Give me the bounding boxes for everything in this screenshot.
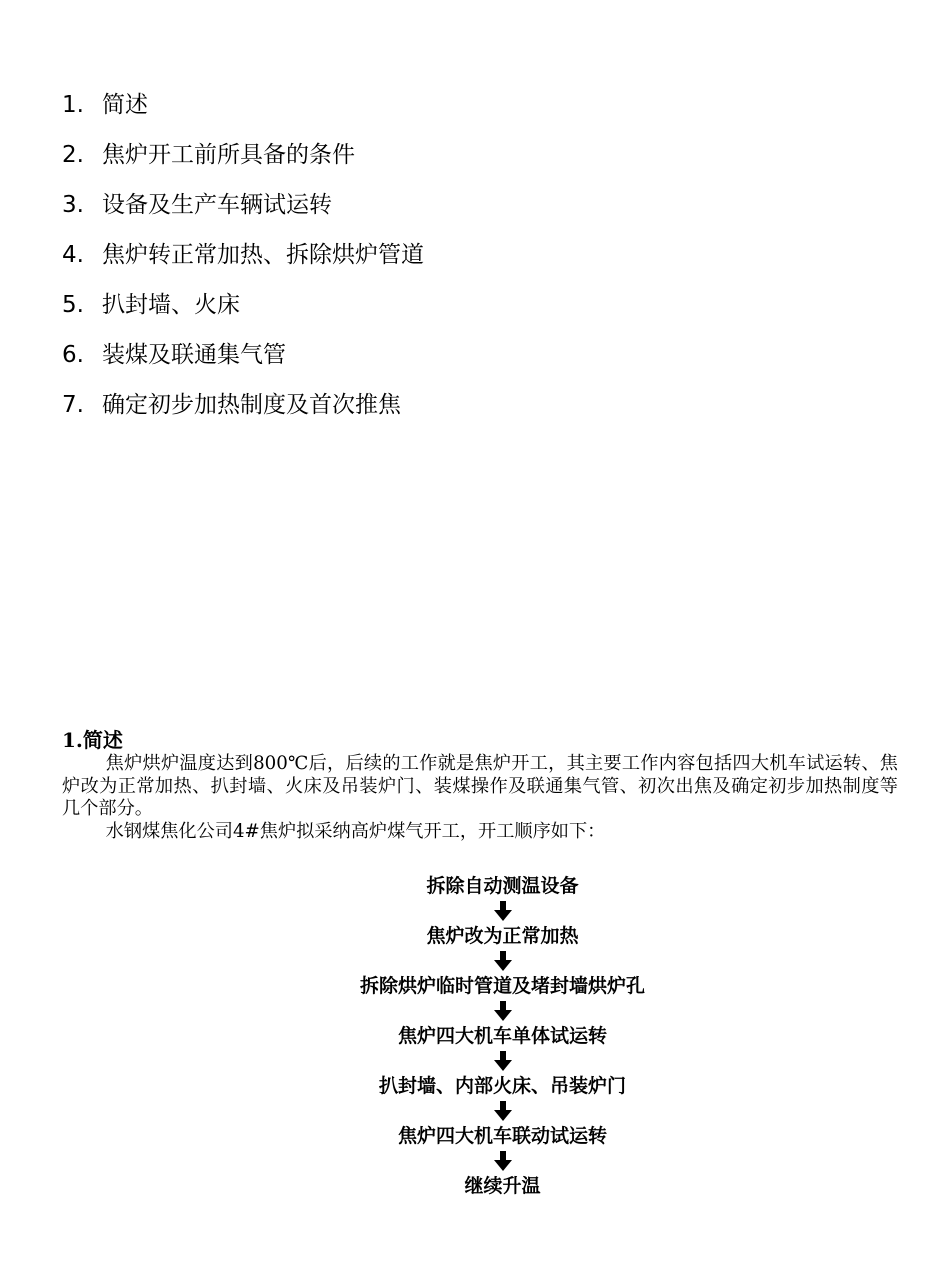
toc-item-number: 2.	[62, 142, 84, 168]
toc-item-number: 4.	[62, 242, 84, 268]
toc-item-label: 设备及生产车辆试运转	[102, 192, 332, 218]
down-arrow-icon	[493, 1000, 513, 1022]
down-arrow-icon	[493, 900, 513, 922]
toc-item	[62, 138, 882, 188]
toc-item-label: 确定初步加热制度及首次推焦	[102, 392, 401, 418]
flow-step: 拆除自动测温设备	[426, 875, 579, 897]
toc-item	[62, 288, 882, 338]
down-arrow-icon	[493, 1100, 513, 1122]
toc-item	[62, 338, 882, 388]
toc-item	[62, 238, 882, 288]
down-arrow-icon	[493, 950, 513, 972]
table-of-contents	[62, 88, 882, 438]
toc-item	[62, 88, 882, 138]
body-paragraph: 水钢煤焦化公司4#焦炉拟采纳高炉煤气开工，开工顺序如下：	[105, 820, 606, 842]
startup-flowchart	[0, 872, 950, 1200]
toc-item-label: 焦炉开工前所具备的条件	[102, 142, 355, 168]
body-paragraph: 焦炉烘炉温度达到800℃后，后续的工作就是焦炉开工，其主要工作内容包括四大机车试运转、焦炉改为正常加热、扒封墙、火床及吊装炉门、装煤操作及联通集气管、初次出焦及确定初步加热制度等几个部分。	[62, 753, 898, 819]
toc-item-label: 扒封墙、火床	[102, 292, 240, 318]
section-heading: 1.简述	[62, 728, 123, 752]
flow-step: 焦炉四大机车单体试运转	[397, 1025, 607, 1047]
toc-item-label: 简述	[102, 92, 148, 118]
down-arrow-icon	[493, 1050, 513, 1072]
down-arrow-icon	[493, 1150, 513, 1172]
flow-step: 拆除烘炉临时管道及堵封墙烘炉孔	[359, 975, 645, 997]
toc-item-number: 7.	[62, 392, 84, 418]
toc-item-number: 5.	[62, 292, 84, 318]
flow-step: 焦炉四大机车联动试运转	[397, 1125, 607, 1147]
toc-item	[62, 388, 882, 438]
toc-item-label: 装煤及联通集气管	[102, 342, 286, 368]
toc-item	[62, 188, 882, 238]
section-overview	[62, 727, 898, 843]
toc-item-number: 1.	[62, 92, 84, 118]
toc-item-label: 焦炉转正常加热、拆除烘炉管道	[102, 242, 424, 268]
flow-step: 焦炉改为正常加热	[426, 925, 579, 947]
flow-step: 继续升温	[464, 1175, 541, 1197]
flow-step: 扒封墙、内部火床、吊装炉门	[378, 1075, 626, 1097]
toc-item-number: 6.	[62, 342, 84, 368]
toc-item-number: 3.	[62, 192, 84, 218]
